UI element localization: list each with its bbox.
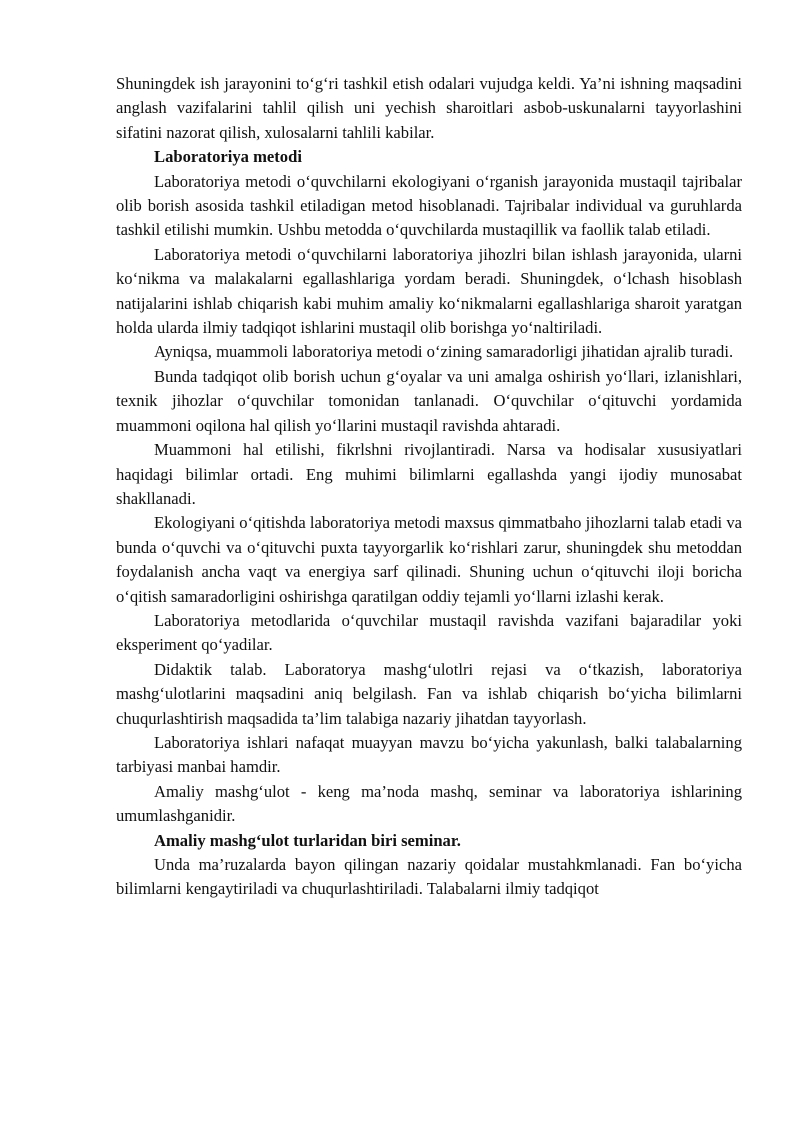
paragraph: Laboratoriya metodi o‘quvchilarni laboratoriya jihozlri bilan ishlash jarayonida, ularni ko‘nikma va malakalarni egallashlariga yordam beradi. Shuningdek, o‘lchash hisoblash natijalarini ishlab chiqarish kabi muhim amaliy ko‘nikmalarni egallashlariga sharoit yaratgan holda ularda ilmiy tadqiqot ishlarini mustaqil olib borishga yo‘naltiriladi.: [116, 244, 742, 338]
paragraph: Laboratoriya metodi o‘quvchilarni ekologiyani o‘rganish jarayonida mustaqil tajribalar olib borish asosida tashkil etiladigan metod hisoblanadi. Tajribalar individual va guruhlarda tashkil etilishi mumkin. Ushbu metodda o‘quvchilarda mustaqillik va faollik talab etiladi.: [116, 171, 742, 240]
paragraph: Ekologiyani o‘qitishda laboratoriya metodi maxsus qimmatbaho jihozlarni talab etadi va bunda o‘quvchi va o‘qituvchi puxta tayyorgarlik ko‘rishlari zarur, shuningdek shu metoddan foydalanish ancha vaqt va energiya sarf qilinadi. Shuning uchun o‘qituvchi iloji boricha o‘qitish samaradorligini oshirishga qaratilgan oddiy tejamli yo‘llarni izlashi kerak.: [116, 513, 742, 606]
section-heading: Amaliy mashg‘ulot turlaridan biri seminar.: [154, 830, 461, 850]
paragraph: Unda ma’ruzalarda bayon qilingan nazariy qoidalar mustahkmlanadi. Fan bo‘yicha bilimlarni kengaytiriladi va chuqurlashtiriladi. Talabalarni ilmiy tadqiqot: [116, 855, 742, 899]
paragraph: Bunda tadqiqot olib borish uchun g‘oyalar va uni amalga oshirish yo‘llari, izlanishlari, texnik jihozlar o‘quvchilar tomonidan tanlanadi. O‘quvchilar o‘qituvchi yordamida muammoni oqilona hal qilish yo‘llarini mustaqil ravishda ahtaradi.: [116, 366, 742, 435]
paragraph: Didaktik talab. Laboratorya mashg‘ulotlri rejasi va o‘tkazish, laboratoriya mashg‘ulotlarini maqsadini aniq belgilash. Fan va ishlab chiqarish bo‘yicha bilimlarni chuqurlashtirish maqsadida ta’lim talabiga nazariy jihatdan tayyorlash.: [116, 659, 742, 728]
paragraph: Laboratoriya metodlarida o‘quvchilar mustaqil ravishda vazifani bajaradilar yoki eksperiment qo‘yadilar.: [116, 610, 742, 655]
paragraph: Amaliy mashg‘ulot - keng ma’noda mashq, seminar va laboratoriya ishlarining umumlashganidir.: [116, 781, 742, 826]
paragraph: Laboratoriya ishlari nafaqat muayyan mavzu bo‘yicha yakunlash, balki talabalarning tarbiyasi manbai hamdir.: [116, 732, 742, 777]
paragraph: Muammoni hal etilishi, fikrlshni rivojlantiradi. Narsa va hodisalar xususiyatlari haqidagi bilimlar ortadi. Eng muhimi bilimlarni egallashda yangi ijodiy munosabat shakllanadi.: [116, 440, 742, 508]
paragraph: Shuningdek ish jarayonini to‘g‘ri tashkil etish odalari vujudga keldi. Ya’ni ishning maqsadini anglash vazifalarini tahlil qilish uni yechish sharoitlari asbob-uskunalarni tayyorlashini sifatini nazorat qilish, xulosalarni tahlili kabilar.: [116, 74, 742, 142]
document-page: [116, 72, 742, 902]
section-heading: Laboratoriya metodi: [154, 147, 302, 167]
paragraph: Ayniqsa, muammoli laboratoriya metodi o‘zining samaradorligi jihatidan ajralib turadi.: [154, 342, 734, 362]
